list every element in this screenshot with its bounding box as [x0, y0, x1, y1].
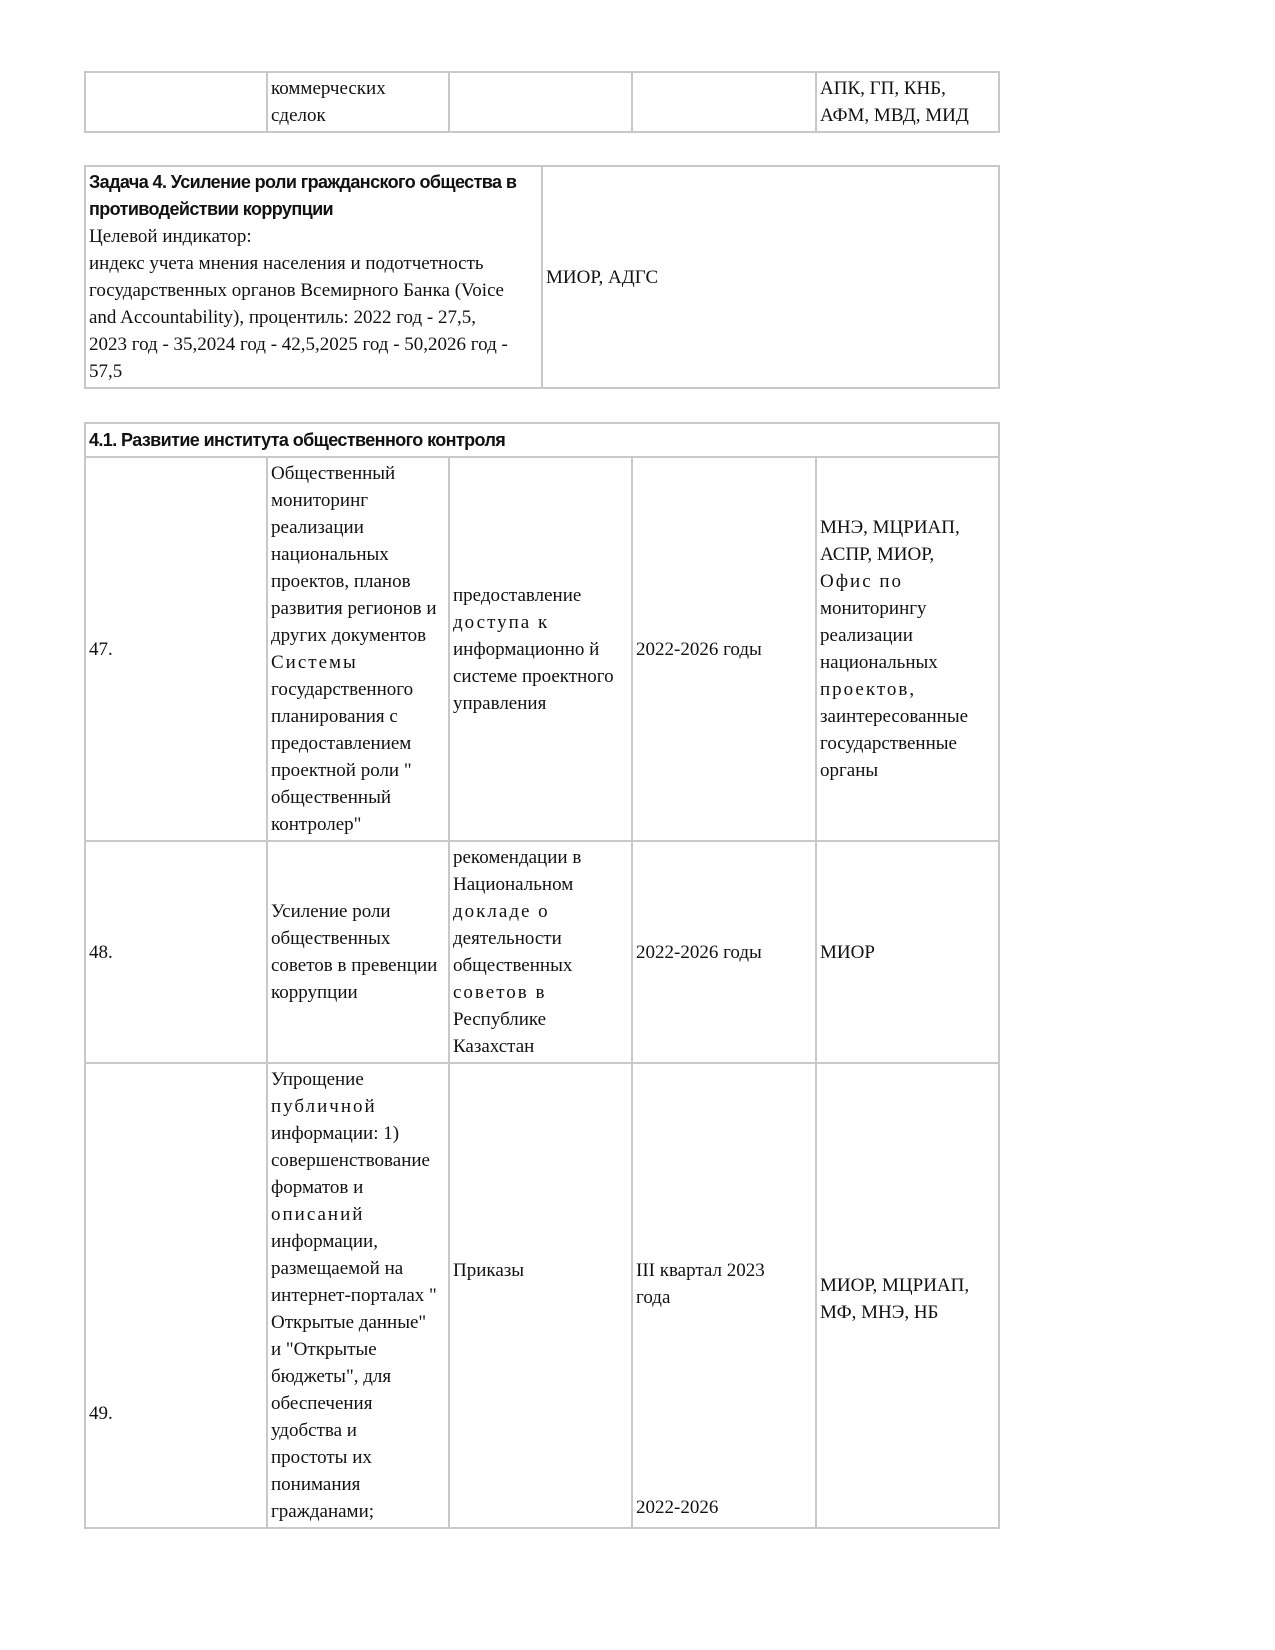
table-row [85, 457, 999, 841]
indicator-text: индекс учета мнения населения и подотчетность [89, 253, 484, 274]
form-cell: рекомендации в Национальном докладе о деятельности общественных советов в Республике Казахстан [449, 841, 632, 1063]
executors-cell: МИОР, МЦРИАП, МФ, МНЭ, НБ [816, 1063, 999, 1528]
indicator-text: 2023 год - 35,2024 год - 42,5,2025 год - 50,2026 год - [89, 334, 508, 355]
table-row [85, 841, 999, 1063]
task4-title: противодействии коррупции [89, 199, 334, 219]
form-cell: предоставление доступа к информационно й системе проектного управления [449, 457, 632, 841]
indicator-text: and Accountability), процентиль: 2022 год - 27,5, [89, 307, 476, 328]
measure-cell: Усиление роли общественных советов в превенции коррупции [267, 841, 449, 1063]
task4-executors-cell: МИОР, АДГС [542, 166, 999, 388]
continuation-table [84, 71, 1000, 133]
form-cell: Приказы [449, 1063, 632, 1528]
form-cell [449, 72, 632, 132]
task4-title: Задача 4. Усиление роли гражданского общества в [89, 172, 517, 192]
measure-cell: коммерческих сделок [267, 72, 449, 132]
deadline-cell [632, 72, 816, 132]
indicator-text: государственных органов Всемирного Банка (Voice [89, 280, 504, 301]
indicator-text: 57,5 [89, 361, 123, 382]
section-header-row [85, 423, 999, 457]
deadline-cell: III квартал 2023 года 2022-2026 [632, 1063, 816, 1528]
measure-cell: Общественный мониторинг реализации национальных проектов, планов развития регионов и других документов Системы государственного планирования с предоставлением проектной роли " общественный контролер" [267, 457, 449, 841]
table-row [85, 166, 999, 388]
row-number-cell [85, 72, 267, 132]
executors-cell: МНЭ, МЦРИАП, АСПР, МИОР, Офис по мониторингу реализации национальных проектов, заинтересованные государственные органы [816, 457, 999, 841]
executors-cell: МИОР [816, 841, 999, 1063]
row-number-cell: 47. [85, 457, 267, 841]
row-number-cell: 49. [85, 1063, 267, 1528]
task4-description-cell [85, 166, 542, 388]
section-table [84, 422, 1000, 1529]
measure-cell: Упрощение публичной информации: 1) совершенствование форматов и описаний информации, размещаемой на интернет-порталах " Открытые данные" и "Открытые бюджеты", для обеспечения удобства и простоты их понимания гражданами; [267, 1063, 449, 1528]
deadline-cell: 2022-2026 годы [632, 457, 816, 841]
indicator-label: Целевой индикатор: [89, 226, 252, 247]
table-row [85, 72, 999, 132]
task4-table [84, 165, 1000, 389]
deadline-cell: 2022-2026 годы [632, 841, 816, 1063]
table-row [85, 1063, 999, 1528]
row-number-cell: 48. [85, 841, 267, 1063]
section-title: 4.1. Развитие института общественного контроля [85, 423, 999, 457]
executors-cell: АПК, ГП, КНБ, АФМ, МВД, МИД [816, 72, 999, 132]
